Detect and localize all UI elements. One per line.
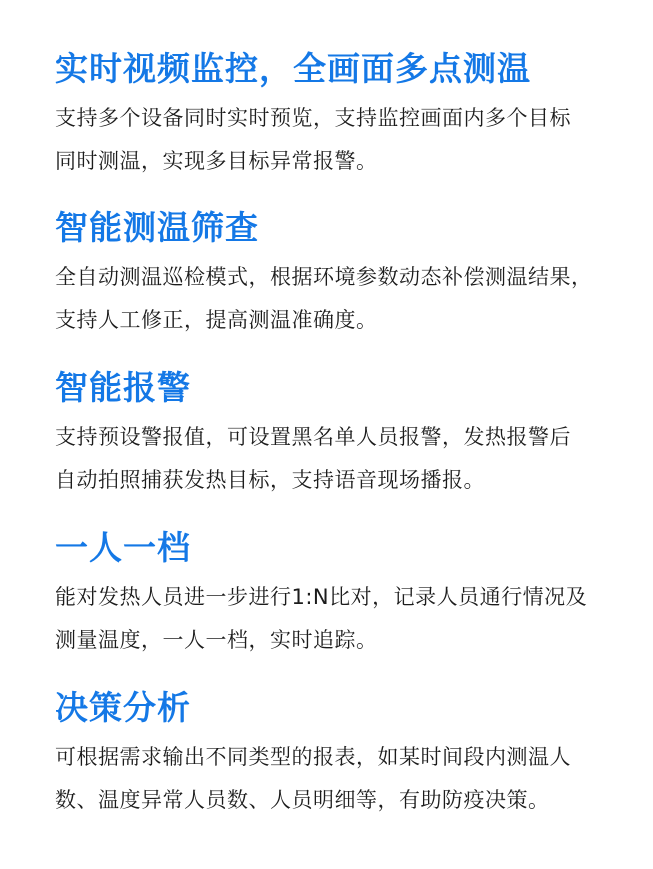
description-line: 全自动测温巡检模式，根据环境参数动态补偿测温结果， — [55, 265, 593, 289]
section-person-archive — [55, 526, 625, 662]
description-line: 数、温度异常人员数、人员明细等，有助防疫决策。 — [55, 788, 550, 812]
section-title: 智能报警 — [55, 368, 191, 407]
section-title: 一人一档 — [55, 528, 191, 567]
section-smart-alarm — [55, 366, 625, 502]
description-line: 自动拍照捕获发热目标，支持语音现场播报。 — [55, 468, 485, 492]
section-smart-screening — [55, 206, 625, 342]
description-line: 同时测温，实现多目标异常报警。 — [55, 149, 378, 173]
section-description — [55, 416, 625, 502]
description-line: 能对发热人员进一步进行1:N比对，记录人员通行情况及 — [55, 585, 588, 609]
description-line: 测量温度，一人一档，实时追踪。 — [55, 628, 378, 652]
description-line: 支持多个设备同时实时预览，支持监控画面内多个目标 — [55, 106, 571, 130]
section-title: 决策分析 — [55, 688, 191, 727]
description-line: 可根据需求输出不同类型的报表，如某时间段内测温人 — [55, 745, 571, 769]
section-description — [55, 97, 625, 183]
section-decision-analysis — [55, 686, 625, 822]
section-description — [55, 256, 625, 342]
section-description — [55, 576, 625, 662]
section-description — [55, 736, 625, 822]
section-title: 实时视频监控，全画面多点测温 — [55, 49, 531, 88]
section-realtime-monitoring — [55, 47, 625, 183]
description-line: 支持预设警报值，可设置黑名单人员报警，发热报警后 — [55, 425, 571, 449]
description-line: 支持人工修正，提高测温准确度。 — [55, 308, 378, 332]
section-title: 智能测温筛查 — [55, 208, 259, 247]
